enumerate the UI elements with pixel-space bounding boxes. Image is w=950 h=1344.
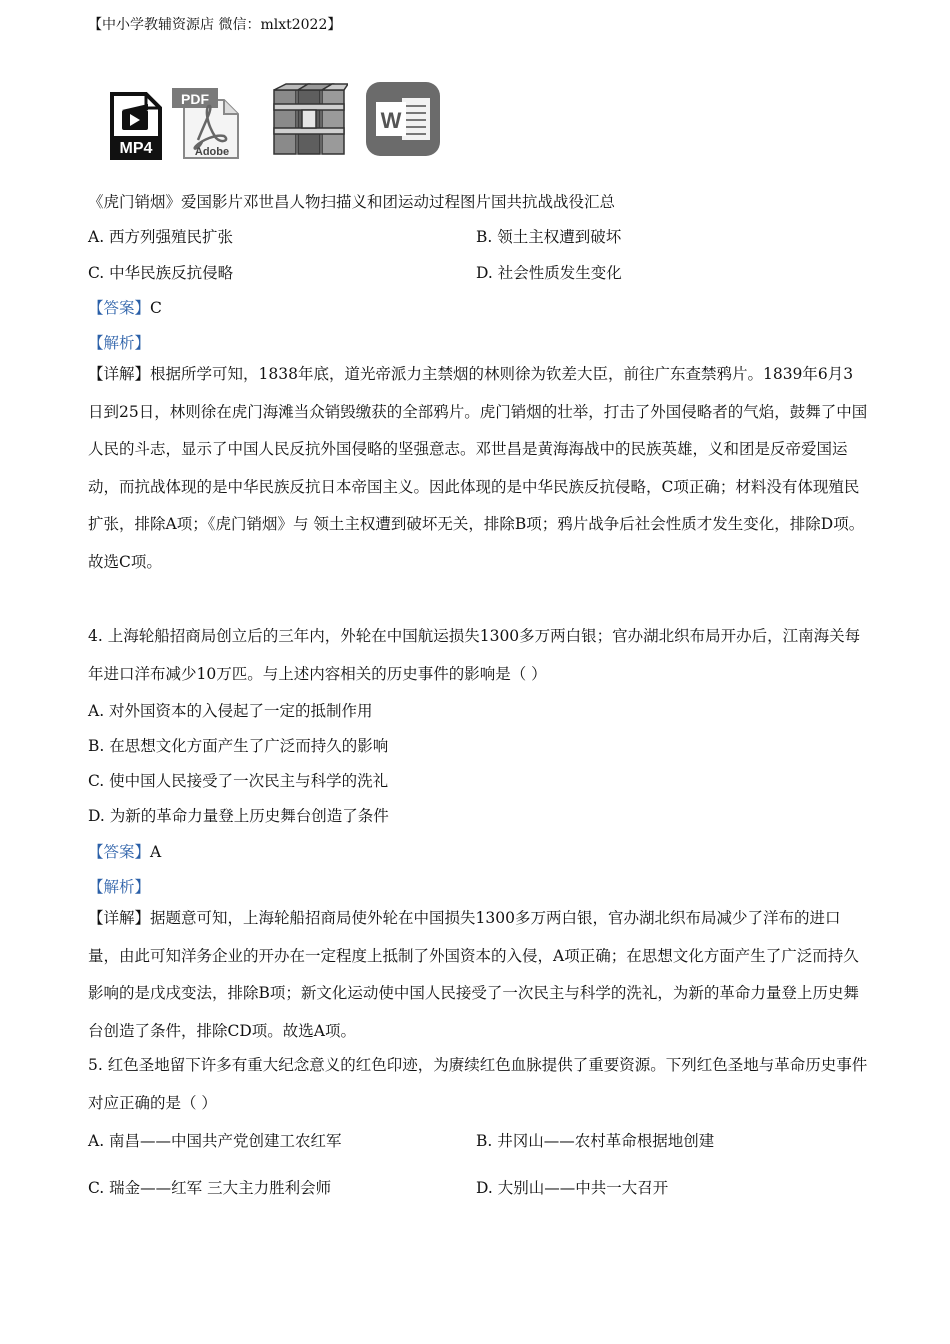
- q3-answer: [88, 296, 162, 318]
- pdf-file-icon: [172, 80, 242, 160]
- word-doc-icon: [364, 80, 442, 160]
- q4-stem: 4. 上海轮船招商局创立后的三年内，外轮在中国航运损失1300多万两白银；官办湖北织布局开办后，江南海关每年进口洋布减少10万匹。与上述内容相关的历史事件的影响是（ ）: [88, 627, 861, 683]
- q3-option-a: A. 西方列强殖民扩张: [88, 228, 234, 246]
- q4-option-b: B. 在思想文化方面产生了广泛而持久的影响: [88, 737, 389, 755]
- answer-value: C: [150, 299, 162, 317]
- detail-tag: 【详解】: [88, 365, 151, 383]
- q3-option-c: C. 中华民族反抗侵略: [88, 264, 234, 282]
- answer-tag: 【答案】: [88, 299, 151, 317]
- q3-materials: 《虎门销烟》爱国影片邓世昌人物扫描义和团运动过程图片国共抗战战役汇总: [88, 193, 616, 211]
- q3-option-b: B. 领土主权遭到破坏: [476, 228, 622, 246]
- mp4-file-icon: [108, 80, 162, 160]
- q4-answer: [88, 840, 161, 862]
- detail-text: 据题意可知，上海轮船招商局使外轮在中国损失1300多万两白银，官办湖北织布局减少了洋布的进口量，由此可知洋务企业的开办在一定程度上抵制了外国资本的入侵，A项正确；在思想文化方面产生了广泛而持久影响的是戊戌变法，排除B项；新文化运动使中国人民接受了一次民主与科学的洗礼，为新的革命力量登上历史舞台创造了条件，排除CD项。故选A项。: [88, 909, 859, 1040]
- q4-detail: [88, 900, 868, 1050]
- q5-option-d: D. 大别山——中共一大召开: [476, 1179, 669, 1197]
- q4-option-d: D. 为新的革命力量登上历史舞台创造了条件: [88, 807, 389, 825]
- q3-option-d: D. 社会性质发生变化: [476, 264, 622, 282]
- rar-archive-icon: [272, 80, 348, 160]
- answer-tag: 【答案】: [88, 843, 151, 861]
- svg-text:PDF: PDF: [181, 91, 209, 107]
- q5-stem: 5. 红色圣地留下许多有重大纪念意义的红色印迹，为赓续红色血脉提供了重要资源。下列红色圣地与革命历史事件对应正确的是（ ）: [88, 1056, 868, 1112]
- q4-analysis-tag: 【解析】: [88, 878, 151, 896]
- watermark-header: 【中小学教辅资源店 微信：mlxt2022】: [88, 17, 342, 33]
- q3-detail: [88, 356, 868, 581]
- q4-option-c: C. 使中国人民接受了一次民主与科学的洗礼: [88, 772, 389, 790]
- q4-option-a: A. 对外国资本的入侵起了一定的抵制作用: [88, 702, 373, 720]
- q5-option-a: A. 南昌——中国共产党创建工农红军: [88, 1132, 342, 1150]
- q3-analysis-tag: 【解析】: [88, 334, 151, 352]
- file-icons-row: [108, 80, 448, 160]
- svg-text:W: W: [380, 108, 402, 133]
- svg-text:MP4: MP4: [119, 140, 153, 157]
- svg-text:Adobe: Adobe: [194, 146, 230, 158]
- answer-value: A: [150, 843, 162, 861]
- detail-tag: 【详解】: [88, 909, 151, 927]
- q5-option-b: B. 井冈山——农村革命根据地创建: [476, 1132, 715, 1150]
- detail-text: 根据所学可知，1838年底，道光帝派力主禁烟的林则徐为钦差大臣，前往广东查禁鸦片。1839年6月3日到25日，林则徐在虎门海滩当众销毁缴获的全部鸦片。虎门销烟的壮举，打击了外国侵略者的气焰，鼓舞了中国人民的斗志，显示了中国人民反抗外国侵略的坚强意志。邓世昌是黄海海战中的民族英雄，义和团是反帝爱国运动，而抗战体现的是中华民族反抗日本帝国主义。因此体现的是中华民族反抗侵略，C项正确；材料没有体现殖民扩张，排除A项；《虎门销烟》与 领土主权遭到破坏无关，排除B项；鸦片战争后社会性质才发生变化，排除D项。故选C项。: [88, 365, 868, 571]
- q5-option-c: C. 瑞金——红军 三大主力胜利会师: [88, 1179, 332, 1197]
